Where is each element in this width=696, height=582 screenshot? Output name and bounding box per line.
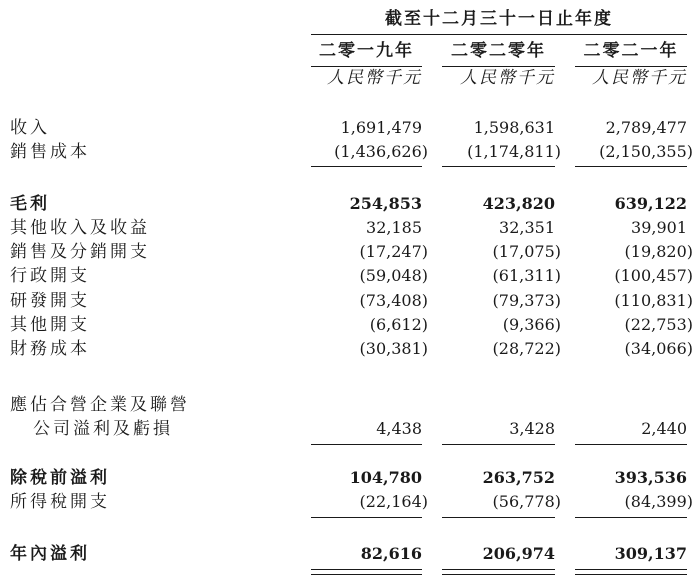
row-label: 銷售成本: [10, 142, 90, 162]
value-2021: (100,457): [614, 266, 693, 285]
value-2021: 393,536: [614, 468, 687, 487]
row-profit-before-tax: [0, 466, 696, 490]
row-cost-of-sales: [0, 140, 696, 164]
value-2020: 32,351: [499, 218, 555, 237]
subtotal-rule: [575, 444, 687, 445]
value-2019: (17,247): [359, 242, 428, 261]
subtotal-rule: [442, 517, 555, 518]
row-other-expenses: [0, 313, 696, 337]
value-2021: (19,820): [624, 242, 693, 261]
value-2020: (56,778): [492, 492, 561, 511]
total-double-rule: [442, 569, 555, 570]
value-2020: 423,820: [482, 194, 555, 213]
value-2020: (9,366): [502, 315, 561, 334]
value-2019: (73,408): [359, 291, 428, 310]
subtotal-rule: [311, 166, 422, 167]
subtotal-rule: [575, 517, 687, 518]
total-double-rule: [575, 574, 687, 575]
value-2021: (34,066): [624, 339, 693, 358]
total-double-rule: [311, 569, 422, 570]
value-2020: (1,174,811): [467, 142, 561, 161]
value-2021: 39,901: [631, 218, 687, 237]
row-gross-profit: [0, 192, 696, 216]
row-label: 年內溢利: [10, 544, 90, 564]
row-label: 公司溢利及虧損: [33, 419, 173, 439]
row-label: 毛利: [10, 194, 50, 214]
value-2021: 2,789,477: [605, 118, 687, 137]
row-profit-for-year: [0, 542, 696, 566]
period-header: 截至十二月三十一日止年度: [385, 9, 613, 29]
value-2019: 1,691,479: [340, 118, 422, 137]
column-header-underline: [442, 66, 555, 67]
value-2019: (6,612): [369, 315, 428, 334]
row-admin-expenses: [0, 264, 696, 288]
row-label: 其他開支: [10, 315, 90, 335]
row-label: 研發開支: [10, 291, 90, 311]
value-2020: 263,752: [482, 468, 555, 487]
value-2019: 4,438: [376, 419, 422, 438]
column-header-2021: 二零二一年: [583, 41, 679, 61]
subtotal-rule: [442, 444, 555, 445]
period-header-underline: [311, 34, 687, 35]
row-label: 行政開支: [10, 266, 90, 286]
value-2019: (1,436,626): [334, 142, 428, 161]
row-other-income: [0, 216, 696, 240]
row-label: 除稅前溢利: [10, 468, 110, 488]
total-double-rule: [311, 574, 422, 575]
column-unit-2020: 人民幣千元: [460, 68, 555, 88]
value-2021: (22,753): [624, 315, 693, 334]
total-double-rule: [442, 574, 555, 575]
row-rd-expenses: [0, 289, 696, 313]
value-2020: 3,428: [509, 419, 555, 438]
row-label: 所得稅開支: [10, 492, 110, 512]
value-2021: (2,150,355): [599, 142, 693, 161]
value-2020: (79,373): [492, 291, 561, 310]
row-label: 財務成本: [10, 339, 90, 359]
row-income-tax: [0, 490, 696, 514]
value-2019: 32,185: [366, 218, 422, 237]
value-2019: (30,381): [359, 339, 428, 358]
row-share-of-jv-profit: [0, 417, 696, 441]
column-header-underline: [311, 66, 422, 67]
row-selling-expenses: [0, 240, 696, 264]
value-2019: 82,616: [360, 544, 422, 563]
row-revenue: [0, 116, 696, 140]
subtotal-rule: [311, 517, 422, 518]
column-header-2020: 二零二零年: [451, 41, 546, 61]
value-2020: 206,974: [482, 544, 555, 563]
value-2020: 1,598,631: [473, 118, 555, 137]
column-unit-2019: 人民幣千元: [327, 68, 422, 88]
column-header-2019: 二零一九年: [319, 41, 414, 61]
value-2021: 639,122: [614, 194, 687, 213]
row-label: 銷售及分銷開支: [10, 242, 150, 262]
value-2019: 104,780: [349, 468, 422, 487]
row-label: 收入: [10, 118, 50, 138]
value-2020: (17,075): [492, 242, 561, 261]
total-double-rule: [575, 569, 687, 570]
value-2021: 2,440: [641, 419, 687, 438]
value-2021: (84,399): [624, 492, 693, 511]
value-2020: (28,722): [492, 339, 561, 358]
value-2021: (110,831): [614, 291, 693, 310]
row-label: 應佔合營企業及聯營: [10, 395, 190, 415]
subtotal-rule: [311, 444, 422, 445]
value-2020: (61,311): [492, 266, 561, 285]
subtotal-rule: [442, 166, 555, 167]
value-2019: 254,853: [349, 194, 422, 213]
value-2021: 309,137: [614, 544, 687, 563]
column-unit-2021: 人民幣千元: [592, 68, 687, 88]
column-header-underline: [575, 66, 687, 67]
row-label: 其他收入及收益: [10, 218, 150, 238]
value-2019: (59,048): [359, 266, 428, 285]
value-2019: (22,164): [359, 492, 428, 511]
row-share-of-jv-label: [0, 393, 696, 417]
subtotal-rule: [575, 166, 687, 167]
row-finance-costs: [0, 337, 696, 361]
